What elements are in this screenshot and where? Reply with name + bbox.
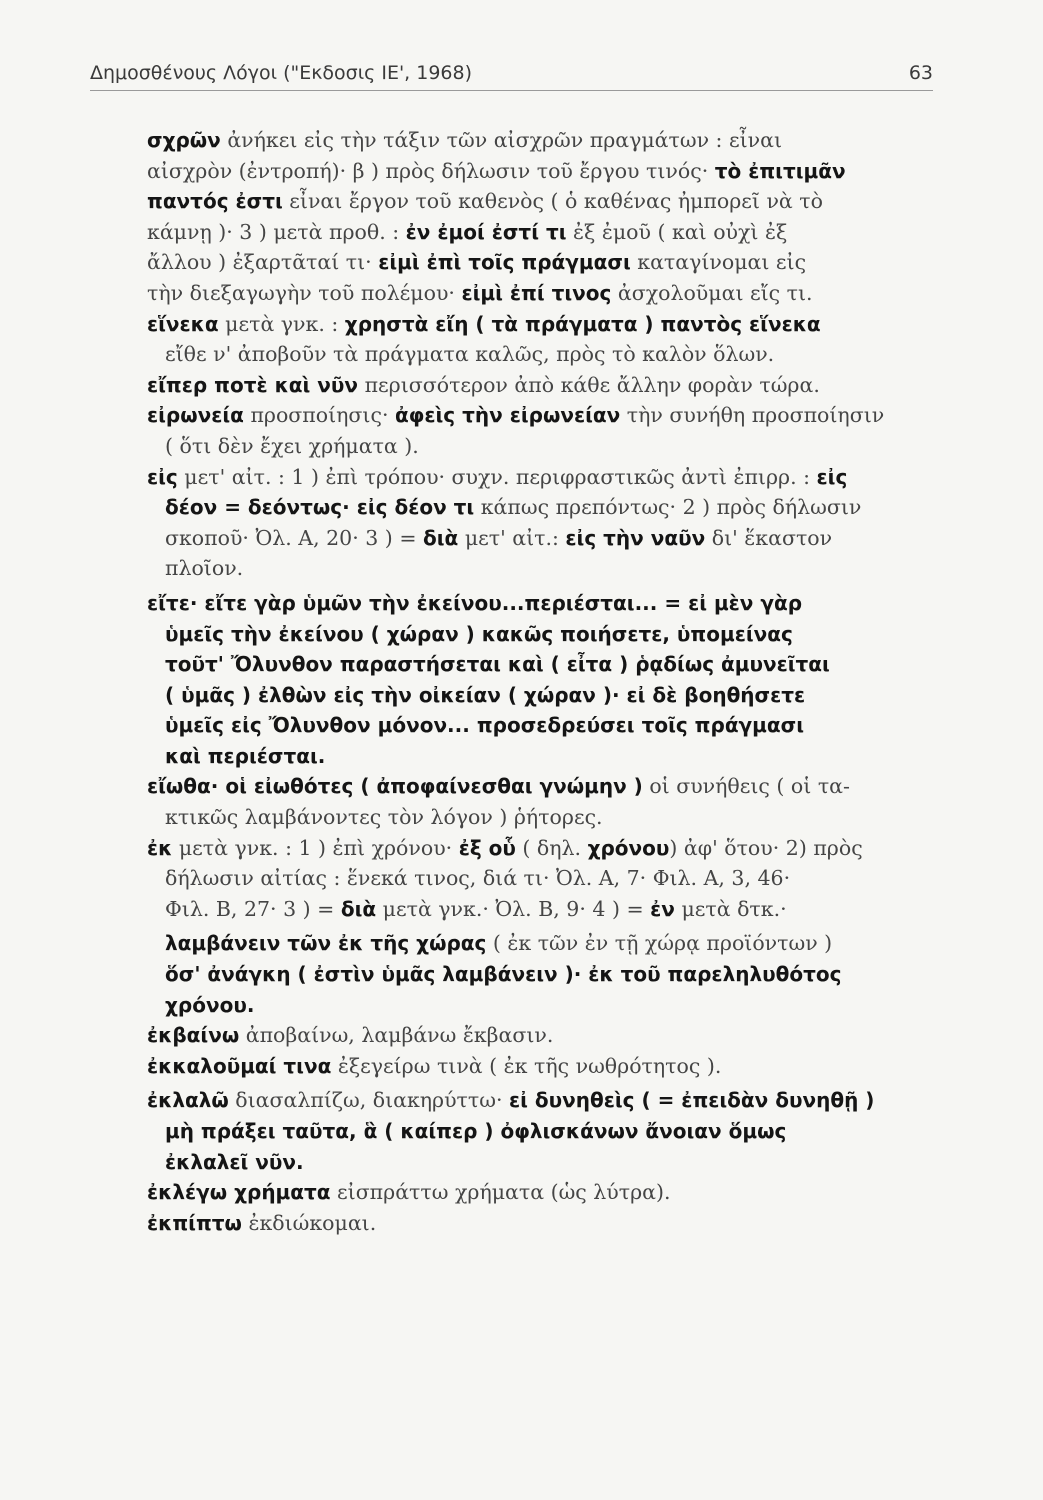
text-line <box>147 370 933 401</box>
gloss-text: μετὰ γνκ. : 1 ) ἐπὶ χρόνου· <box>172 835 459 860</box>
text-line <box>147 833 933 864</box>
gloss-text: ) ἀφ' ὅτου· 2) πρὸς <box>669 835 863 860</box>
text-line <box>165 680 933 711</box>
text-line <box>147 462 933 493</box>
gloss-text: τὴν διεξαγωγὴν τοῦ πολέμου· <box>147 280 462 305</box>
lemma-bold: εἴωθα· οἱ εἰωθότες ( ἀποφαίνεσθαι γνώμην ) <box>147 774 643 799</box>
text-line <box>147 1051 933 1082</box>
lemma-bold: ἐκλαλεῖ νῦν. <box>165 1149 304 1174</box>
lemma-bold: ὑμεῖς εἰς Ὄλυνθον μόνον... προσεδρεύσει τοῖς πράγμασι <box>165 713 805 738</box>
gloss-text: ἐκδιώκομαι. <box>241 1210 377 1235</box>
text-line <box>165 523 933 554</box>
text-line <box>147 247 933 278</box>
lemma-bold: σχρῶν <box>147 128 221 152</box>
text-line <box>147 1085 933 1116</box>
text-line <box>147 278 933 309</box>
gloss-text: ἐξεγείρω τινὰ ( ἐκ τῆς νωθρότητος ). <box>331 1053 722 1078</box>
gloss-text: δι' ἕκαστον <box>705 525 833 550</box>
lemma-bold: χρόνου. <box>165 992 255 1017</box>
text-line <box>165 1116 933 1147</box>
text-line <box>165 431 933 462</box>
gloss-text: μετ' αἰτ. : 1 ) ἐπὶ τρόπου· συχν. περιφραστικῶς ἀντὶ ἐπιρρ. : <box>177 464 817 489</box>
text-line <box>147 1020 933 1051</box>
lemma-bold: ἐν <box>650 896 675 921</box>
gloss-text: ἄλλου ) ἐξαρτᾶταί τι· <box>147 250 379 275</box>
gloss-text: εἰσπράττω χρήματα (ὡς λύτρα). <box>330 1180 671 1205</box>
text-line <box>165 1147 933 1178</box>
lemma-bold: ἐκκαλοῦμαί τινα <box>147 1053 332 1078</box>
lemma-bold: ἐκ <box>147 835 173 860</box>
lemma-bold: τοῦτ' Ὄλυνθον παραστήσεται καὶ ( εἶτα ) ῥᾳδίως ἀμυνεῖται <box>165 652 830 677</box>
gloss-text: αἰσχρὸν (ἐντροπή)· β ) πρὸς δήλωσιν τοῦ ἔργου τινός· <box>147 158 715 183</box>
lemma-bold: δέον = δεόντως· εἰς δέον τι <box>165 495 475 520</box>
gloss-text: σκοποῦ· Ὀλ. Α, 20· 3 ) = <box>165 525 424 550</box>
gloss-text: προσποίησις· <box>243 403 395 428</box>
gloss-text: τὴν συνήθη προσποίησιν <box>620 403 885 428</box>
gloss-text: ἐξ ἐμοῦ ( καὶ οὐχὶ ἐξ <box>566 219 788 244</box>
text-line <box>165 802 933 833</box>
lemma-bold: ἀφεὶς τὴν εἰρωνείαν <box>394 403 621 428</box>
running-head <box>90 62 933 91</box>
gloss-text: εἶναι ἔργον τοῦ καθενὸς ( ὁ καθένας ἠμπορεῖ νὰ τὸ <box>282 189 823 214</box>
text-line <box>165 649 933 680</box>
gloss-text: Φιλ. Β, 27· 3 ) = <box>165 896 341 921</box>
lemma-bold: εἴπερ ποτὲ καὶ νῦν <box>147 372 359 397</box>
text-line <box>147 309 933 340</box>
lemma-bold: καὶ περιέσται. <box>165 743 326 768</box>
text-line <box>147 588 933 619</box>
gloss-text: διασαλπίζω, διακηρύττω· <box>228 1088 509 1113</box>
text-line <box>165 710 933 741</box>
text-line <box>147 217 933 248</box>
lemma-bold: ἐν ἐμοί ἐστί τι <box>405 219 567 244</box>
gloss-text: κάπως πρεπόντως· 2 ) πρὸς δήλωσιν <box>474 495 862 520</box>
lemma-bold: εἰρωνεία <box>147 403 244 428</box>
lemma-bold: μὴ πράξει ταῦτα, ἃ ( καίπερ ) ὀφλισκάνων ἄνοιαν ὅμως <box>165 1119 787 1143</box>
gloss-text: ( δηλ. <box>515 835 588 860</box>
lemma-bold: εἰς τὴν ναῦν <box>565 525 706 550</box>
text-line <box>165 959 933 990</box>
gloss-text: εἴθε ν' ἀποβοῦν τὰ πράγματα καλῶς, πρὸς τὸ καλὸν ὅλων. <box>165 342 775 367</box>
lemma-bold: εἰμὶ ἐπί τινος <box>461 280 612 305</box>
lemma-bold: ὑμεῖς τὴν ἐκείνου ( χώραν ) κακῶς ποιήσετε, ὑπομείνας <box>165 621 793 646</box>
text-line <box>165 741 933 772</box>
text-line <box>147 125 933 156</box>
lemma-bold: τὸ ἐπιτιμᾶν <box>714 158 846 183</box>
lemma-bold: εἰς <box>816 464 848 489</box>
text-line <box>147 156 933 187</box>
lemma-bold: ἐξ οὗ <box>458 835 516 860</box>
running-head-title: Δημοσθένους Λόγοι ("Εκδοσις ΙΕ', 1968) <box>90 62 473 84</box>
text-line <box>165 990 933 1021</box>
lemma-bold: χρόνου <box>587 835 670 860</box>
gloss-text: πλοῖον. <box>165 556 244 581</box>
gloss-text: μετὰ δτκ.· <box>674 896 787 921</box>
page-number: 63 <box>908 62 933 84</box>
text-line <box>147 186 933 217</box>
text-line <box>165 339 933 370</box>
lemma-bold: χρηστὰ εἴη ( τὰ πράγματα ) παντὸς εἵνεκα <box>344 311 821 336</box>
lemma-bold: λαμβάνειν τῶν ἐκ τῆς χώρας <box>165 931 487 956</box>
text-line <box>165 553 933 584</box>
text-line <box>165 928 933 959</box>
gloss-text: ( ὅτι δὲν ἔχει χρήματα ). <box>165 433 419 458</box>
lemma-bold: ἐκλαλῶ <box>147 1088 229 1113</box>
lemma-bold: εἰς <box>147 464 178 489</box>
gloss-text: μετὰ γνκ.· Ὀλ. Β, 9· 4 ) = <box>376 896 651 921</box>
gloss-text: περισσότερον ἀπὸ κάθε ἄλλην φορὰν τώρα. <box>358 372 820 397</box>
gloss-text: δήλωσιν αἰτίας : ἕνεκά τινος, διά τι· Ὀλ. Α, 7· Φιλ. Α, 3, 46· <box>165 866 791 891</box>
lemma-bold: εἰ δυνηθεὶς ( = ἐπειδὰν δυνηθῇ ) <box>509 1088 875 1113</box>
lemma-bold: ( ὑμᾶς ) ἐλθὼν εἰς τὴν οἰκείαν ( χώραν )· εἰ δὲ βοηθήσετε <box>165 682 806 707</box>
lemma-bold: διὰ <box>423 525 459 550</box>
text-line <box>147 400 933 431</box>
lemma-bold: ἐκλέγω χρήματα <box>147 1180 331 1205</box>
gloss-text: μετὰ γνκ. : <box>218 311 345 336</box>
gloss-text: ἀνήκει εἰς τὴν τάξιν τῶν αἰσχρῶν πραγμάτων : εἶναι <box>220 128 782 152</box>
text-line <box>147 771 933 802</box>
lemma-bold: εἴτε· εἴτε γὰρ ὑμῶν τὴν ἐκείνου...περιέσται... = εἰ μὲν γὰρ <box>147 590 803 615</box>
gloss-text: οἱ συνήθεις ( οἱ τα- <box>642 774 850 799</box>
lemma-bold: ἐκπίπτω <box>147 1210 242 1235</box>
lemma-bold: εἰμὶ ἐπὶ τοῖς πράγμασι <box>378 250 631 275</box>
text-line <box>165 619 933 650</box>
gloss-text: ἀποβαίνω, λαμβάνω ἔκβασιν. <box>239 1023 554 1048</box>
gloss-text: κάμνῃ )· 3 ) μετὰ προθ. : <box>147 219 406 244</box>
gloss-text: καταγίνομαι εἰς <box>630 250 807 275</box>
gloss-text: ( ἐκ τῶν ἐν τῇ χώρᾳ προϊόντων ) <box>486 931 833 956</box>
lemma-bold: διὰ <box>340 896 377 921</box>
text-line <box>165 492 933 523</box>
text-line <box>147 1208 933 1239</box>
lemma-bold: ὅσ' ἀνάγκη ( ἐστὶν ὑμᾶς λαμβάνειν )· ἐκ τοῦ παρεληλυθότος <box>165 962 842 987</box>
text-line <box>165 863 933 894</box>
text-line <box>147 1177 933 1208</box>
gloss-text: μετ' αἰτ.: <box>458 525 566 550</box>
text-line <box>165 894 933 925</box>
glossary-text <box>147 125 933 1238</box>
lemma-bold: ἐκβαίνω <box>147 1023 240 1048</box>
gloss-text: ἀσχολοῦμαι εἴς τι. <box>611 280 813 305</box>
lemma-bold: εἵνεκα <box>147 311 219 336</box>
lemma-bold: παντός ἐστι <box>147 189 283 214</box>
gloss-text: κτικῶς λαμβάνοντες τὸν λόγον ) ῥήτορες. <box>165 805 603 830</box>
